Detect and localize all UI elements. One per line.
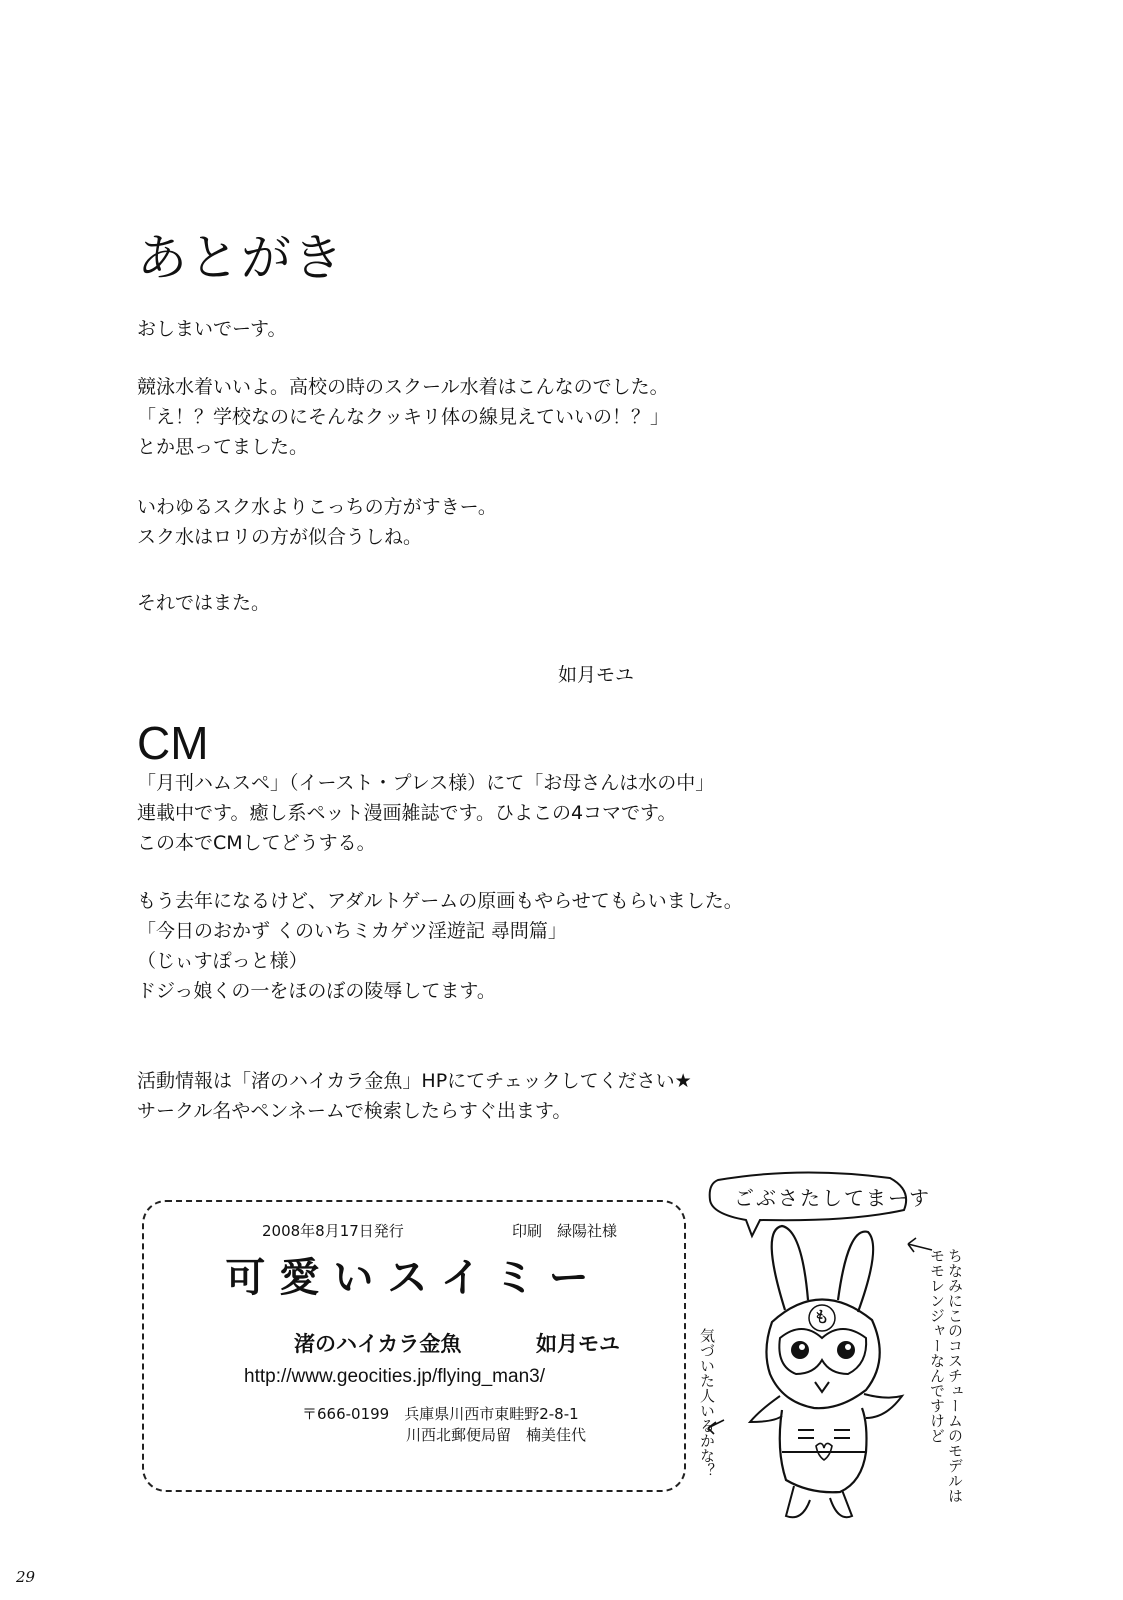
circle-name: 渚のハイカラ金魚	[294, 1332, 462, 1356]
speech-bubble-text: ごぶさたしてまーす	[734, 1186, 931, 1210]
afterword-paragraph-1: おしまいでーす。	[137, 318, 287, 340]
rabbit-illustration	[690, 1160, 980, 1540]
postal-address: 〒666-0199 兵庫県川西市東畦野2-8-1	[302, 1405, 579, 1423]
rabbit-badge-label: も	[814, 1308, 830, 1326]
side-note-right: ちなみにこのコスチュームのモデルは モモレンジャーなんですけど	[928, 1248, 964, 1503]
website-url[interactable]: http://www.geocities.jp/flying_man3/	[244, 1366, 545, 1387]
cm-paragraph-1: 「月刊ハムスペ」（イースト・プレス様）にて「お母さんは水の中」 連載中です。癒し系ペット漫画雑誌です。ひよこの4コマです。 この本でCMしてどうする。	[137, 772, 715, 854]
printer-credit: 印刷 緑陽社様	[512, 1222, 618, 1240]
afterword-paragraph-4: それではまた。	[137, 592, 271, 614]
cm-paragraph-3: 活動情報は「渚のハイカラ金魚」HPにてチェックしてください★ サークル名やペンネームで検索したらすぐ出ます。	[137, 1070, 692, 1122]
afterword-title: あとがき	[137, 229, 345, 287]
pen-name: 如月モユ	[536, 1332, 620, 1356]
colophon-box	[142, 1200, 686, 1492]
side-note-left: 気づいた人いるかな？	[698, 1328, 716, 1478]
publish-date: 2008年8月17日発行	[262, 1222, 404, 1240]
book-title: 可愛いスイミー	[225, 1255, 603, 1301]
cm-paragraph-2: もう去年になるけど、アダルトゲームの原画もやらせてもらいました。 「今日のおかず くのいちミカゲツ淫遊記 尋問篇」 （じぃすぽっと様） ドジっ娘くの一をほのぼの陵辱してます。	[137, 890, 743, 1002]
page-number: 29	[16, 1568, 36, 1586]
cm-title: CM	[137, 717, 209, 769]
afterword-paragraph-2: 競泳水着いいよ。高校の時のスクール水着はこんなのでした。 「え！？学校なのにそんなクッキリ体の線見えていいの！？」 とか思ってました。	[137, 376, 670, 458]
afterword-author: 如月モユ	[558, 664, 635, 686]
postal-recipient: 川西北郵便局留 楠美佳代	[406, 1426, 587, 1444]
afterword-paragraph-3: いわゆるスク水よりこっちの方がすきー。 スク水はロリの方が似合うしね。	[137, 496, 497, 548]
